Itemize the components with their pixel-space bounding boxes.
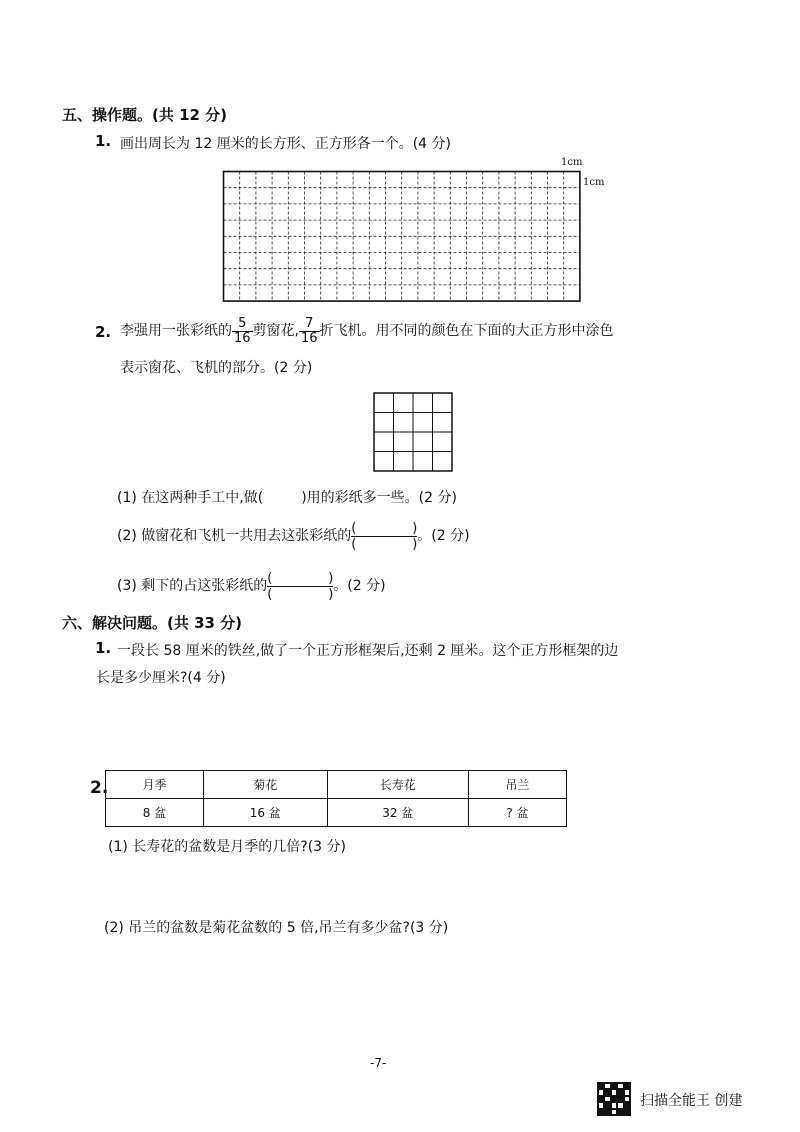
question-number: 2. [90, 778, 109, 798]
table-header-cell: 菊花 [203, 771, 327, 799]
fraction-numerator: 7 [299, 317, 320, 332]
fraction-denominator-blank [351, 537, 417, 552]
unit-label-side: 1cm [583, 177, 605, 188]
answer-fraction-blank[interactable] [267, 571, 333, 602]
fraction-numerator-blank [267, 571, 333, 587]
question-text: 画出周长为 12 厘米的长方形、正方形各一个。(4 分) [120, 136, 451, 152]
answer-fraction-blank[interactable] [351, 521, 417, 552]
sub-question-1 [117, 487, 457, 507]
section-6-title: 六、解决问题。(共 33 分) [62, 614, 243, 632]
sub-question-1: (1) 长寿花的盆数是月季的几倍?(3 分) [108, 839, 346, 855]
fraction-7-16 [299, 317, 320, 346]
text-segment: (1) 在这两种手工中,做( [117, 490, 264, 506]
fraction-5-16 [232, 317, 253, 346]
paren: ) [412, 520, 418, 536]
text-segment: 。(2 分) [333, 578, 386, 594]
sub-question-2: (2) 吊兰的盆数是菊花盆数的 5 倍,吊兰有多少盆?(3 分) [104, 920, 449, 936]
table-cell: 8 盆 [106, 799, 204, 827]
fraction-denominator: 16 [301, 330, 318, 346]
text-segment: )用的彩纸多一些。(2 分) [301, 490, 457, 506]
text-segment: 。(2 分) [417, 528, 470, 544]
paren: ( [267, 570, 273, 586]
question-text-line2: 长是多少厘米?(4 分) [96, 670, 226, 686]
question-number: 1. [95, 639, 112, 657]
text-segment: 剪窗花, [252, 323, 299, 339]
paren: ) [328, 586, 334, 602]
fraction-numerator: 5 [232, 317, 253, 332]
table-header-cell: 长寿花 [327, 771, 468, 799]
table-header-row [106, 771, 567, 799]
text-segment: (3) 剩下的占这张彩纸的 [117, 578, 268, 594]
question-text-line1: 一段长 58 厘米的铁丝,做了一个正方形框架后,还剩 2 厘米。这个正方形框架的边 [117, 643, 619, 659]
fraction-denominator: 16 [234, 330, 251, 346]
paren: ( [351, 520, 357, 536]
paren: ( [351, 536, 357, 552]
table-cell: 32 盆 [327, 799, 468, 827]
table-header-cell: 吊兰 [469, 771, 567, 799]
flower-table [105, 770, 567, 827]
sub-question-2 [117, 519, 470, 553]
sub-question-3 [117, 569, 386, 603]
text-segment: 折飞机。用不同的颜色在下面的大正方形中涂色 [319, 323, 614, 339]
qr-code-icon [597, 1082, 631, 1116]
color-square[interactable] [373, 392, 453, 476]
section-5-title: 五、操作题。(共 12 分) [62, 106, 228, 124]
square-grid[interactable] [222, 170, 605, 309]
fraction-denominator-blank [267, 587, 333, 602]
grid-svg [222, 170, 605, 305]
table-header-cell: 月季 [106, 771, 204, 799]
question-number: 1. [95, 132, 112, 150]
paren: ( [267, 586, 273, 602]
watermark-text: 扫描全能王 创建 [640, 1093, 743, 1109]
table-row [106, 799, 567, 827]
question-text-line2: 表示窗花、飞机的部分。(2 分) [120, 360, 313, 376]
text-segment: (2) 做窗花和飞机一共用去这张彩纸的 [117, 528, 352, 544]
four-by-four-grid [373, 392, 453, 472]
fraction-numerator-blank [351, 521, 417, 537]
unit-label-top: 1cm [561, 157, 583, 168]
table-cell: 16 盆 [203, 799, 327, 827]
table-cell: ? 盆 [469, 799, 567, 827]
question-text-line1 [120, 312, 614, 350]
paren: ) [412, 536, 418, 552]
paren: ) [328, 570, 334, 586]
page-number: -7- [370, 1056, 387, 1070]
question-number: 2. [95, 323, 112, 341]
text-segment: 李强用一张彩纸的 [120, 323, 232, 339]
